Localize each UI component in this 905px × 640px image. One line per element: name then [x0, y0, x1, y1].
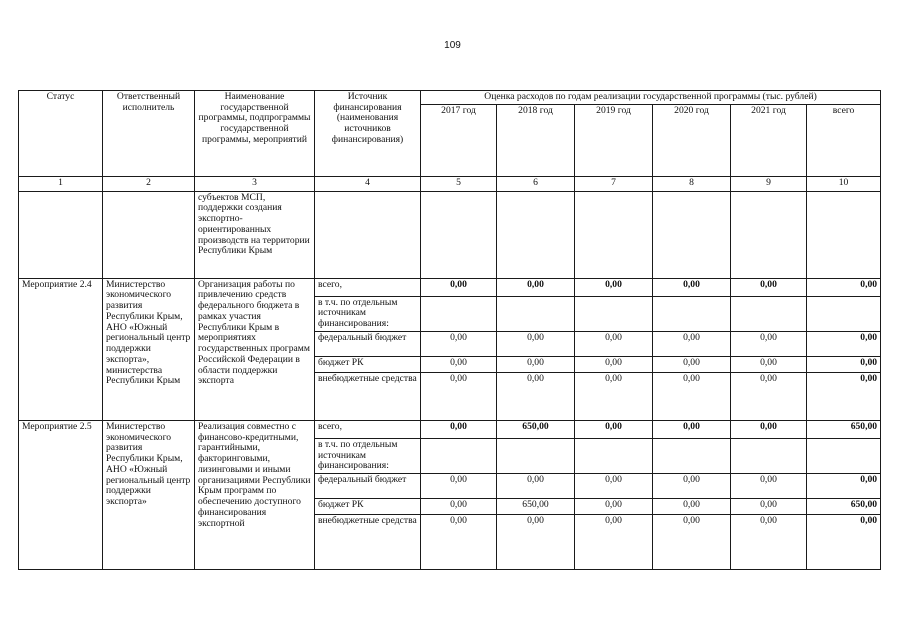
total-cell: 0,00 [807, 474, 881, 499]
continuation-row [19, 191, 881, 278]
value-cell: 0,00 [421, 499, 497, 515]
header-executor: Ответственный исполнитель [103, 91, 195, 177]
source-label: всего, [315, 420, 421, 438]
column-number: 7 [575, 176, 653, 191]
column-number: 4 [315, 176, 421, 191]
value-cell: 0,00 [653, 331, 731, 356]
value-cell: 0,00 [731, 372, 807, 420]
value-cell: 0,00 [653, 420, 731, 438]
value-cell: 0,00 [575, 278, 653, 296]
value-cell [575, 438, 653, 473]
column-number: 2 [103, 176, 195, 191]
cell-empty [731, 191, 807, 278]
source-label: бюджет РК [315, 356, 421, 372]
page-number: 109 [444, 40, 461, 51]
table-row [19, 278, 881, 296]
header-source: Источник финансирования (наименования источников финансирования) [315, 91, 421, 177]
value-cell: 0,00 [731, 499, 807, 515]
value-cell: 0,00 [497, 474, 575, 499]
cell-empty [497, 191, 575, 278]
budget-table [18, 90, 881, 570]
value-cell: 0,00 [731, 515, 807, 570]
total-cell [807, 296, 881, 331]
source-label: федеральный бюджет [315, 474, 421, 499]
value-cell: 0,00 [421, 372, 497, 420]
header-name: Наименование государственной программы, подпрограммы государственной программы, мероприятий [195, 91, 315, 177]
table-row [19, 420, 881, 438]
value-cell: 0,00 [497, 331, 575, 356]
value-cell [653, 296, 731, 331]
header-year-2017: 2017 год [421, 104, 497, 176]
value-cell: 0,00 [575, 515, 653, 570]
value-cell [731, 438, 807, 473]
value-cell: 0,00 [575, 420, 653, 438]
total-cell: 0,00 [807, 278, 881, 296]
value-cell: 0,00 [497, 515, 575, 570]
value-cell: 0,00 [653, 278, 731, 296]
cell-empty [421, 191, 497, 278]
value-cell [421, 438, 497, 473]
value-cell: 0,00 [731, 331, 807, 356]
column-number: 1 [19, 176, 103, 191]
value-cell: 0,00 [653, 515, 731, 570]
continuation-name: субъектов МСП, поддержки создания экспортно-ориентированных производств на территории Республики Крым [195, 191, 315, 278]
source-label: в т.ч. по отдельным источникам финансирования: [315, 296, 421, 331]
value-cell: 0,00 [575, 331, 653, 356]
cell-empty [653, 191, 731, 278]
value-cell: 650,00 [497, 499, 575, 515]
header-status: Статус [19, 91, 103, 177]
column-number: 10 [807, 176, 881, 191]
value-cell: 0,00 [421, 278, 497, 296]
cell-empty [19, 191, 103, 278]
value-cell: 0,00 [731, 474, 807, 499]
total-cell: 650,00 [807, 420, 881, 438]
cell-empty [315, 191, 421, 278]
measure-executor: Министерство экономического развития Республики Крым, АНО «Южный региональный центр поддержки экспорта», министерства Республики Крым [103, 278, 195, 420]
value-cell: 0,00 [575, 499, 653, 515]
value-cell: 0,00 [653, 474, 731, 499]
total-cell: 0,00 [807, 331, 881, 356]
value-cell: 0,00 [497, 278, 575, 296]
column-number: 5 [421, 176, 497, 191]
header-total: всего [807, 104, 881, 176]
header-year-2020: 2020 год [653, 104, 731, 176]
header-estimate: Оценка расходов по годам реализации государственной программы (тыс. рублей) [421, 91, 881, 105]
measure-name: Организация работы по привлечению средств федерального бюджета в рамках участия Республики Крым в мероприятиях государственных программ Российской Федерации в области поддержки экспорта [195, 278, 315, 420]
value-cell: 650,00 [497, 420, 575, 438]
value-cell: 0,00 [575, 356, 653, 372]
total-cell: 0,00 [807, 515, 881, 570]
value-cell [497, 296, 575, 331]
value-cell: 0,00 [421, 474, 497, 499]
value-cell: 0,00 [731, 420, 807, 438]
total-cell: 0,00 [807, 372, 881, 420]
cell-empty [575, 191, 653, 278]
value-cell: 0,00 [497, 356, 575, 372]
value-cell: 0,00 [653, 499, 731, 515]
cell-empty [103, 191, 195, 278]
value-cell: 0,00 [421, 356, 497, 372]
source-label: внебюджетные средства [315, 515, 421, 570]
total-cell: 0,00 [807, 356, 881, 372]
value-cell: 0,00 [731, 278, 807, 296]
value-cell: 0,00 [421, 331, 497, 356]
value-cell: 0,00 [497, 372, 575, 420]
source-label: федеральный бюджет [315, 331, 421, 356]
cell-empty [807, 191, 881, 278]
source-label: внебюджетные средства [315, 372, 421, 420]
value-cell [575, 296, 653, 331]
value-cell [731, 296, 807, 331]
source-label: бюджет РК [315, 499, 421, 515]
value-cell: 0,00 [575, 474, 653, 499]
header-year-2019: 2019 год [575, 104, 653, 176]
header-year-2018: 2018 год [497, 104, 575, 176]
measure-name: Реализация совместно с финансово-кредитными, гарантийными, факторинговыми, лизинговыми и иными организациями Республики Крым программ по обеспечению доступного финансирования экспортной [195, 420, 315, 569]
measure-status: Мероприятие 2.5 [19, 420, 103, 569]
column-number-row [19, 176, 881, 191]
measure-status: Мероприятие 2.4 [19, 278, 103, 420]
column-number: 3 [195, 176, 315, 191]
header-year-2021: 2021 год [731, 104, 807, 176]
total-cell: 650,00 [807, 499, 881, 515]
source-label: всего, [315, 278, 421, 296]
value-cell: 0,00 [653, 356, 731, 372]
column-number: 9 [731, 176, 807, 191]
source-label: в т.ч. по отдельным источникам финансирования: [315, 438, 421, 473]
value-cell [497, 438, 575, 473]
value-cell: 0,00 [421, 515, 497, 570]
column-number: 6 [497, 176, 575, 191]
column-number: 8 [653, 176, 731, 191]
value-cell [421, 296, 497, 331]
value-cell: 0,00 [421, 420, 497, 438]
measure-executor: Министерство экономического развития Республики Крым, АНО «Южный региональный центр поддержки экспорта» [103, 420, 195, 569]
value-cell [653, 438, 731, 473]
value-cell: 0,00 [731, 356, 807, 372]
total-cell [807, 438, 881, 473]
value-cell: 0,00 [575, 372, 653, 420]
value-cell: 0,00 [653, 372, 731, 420]
